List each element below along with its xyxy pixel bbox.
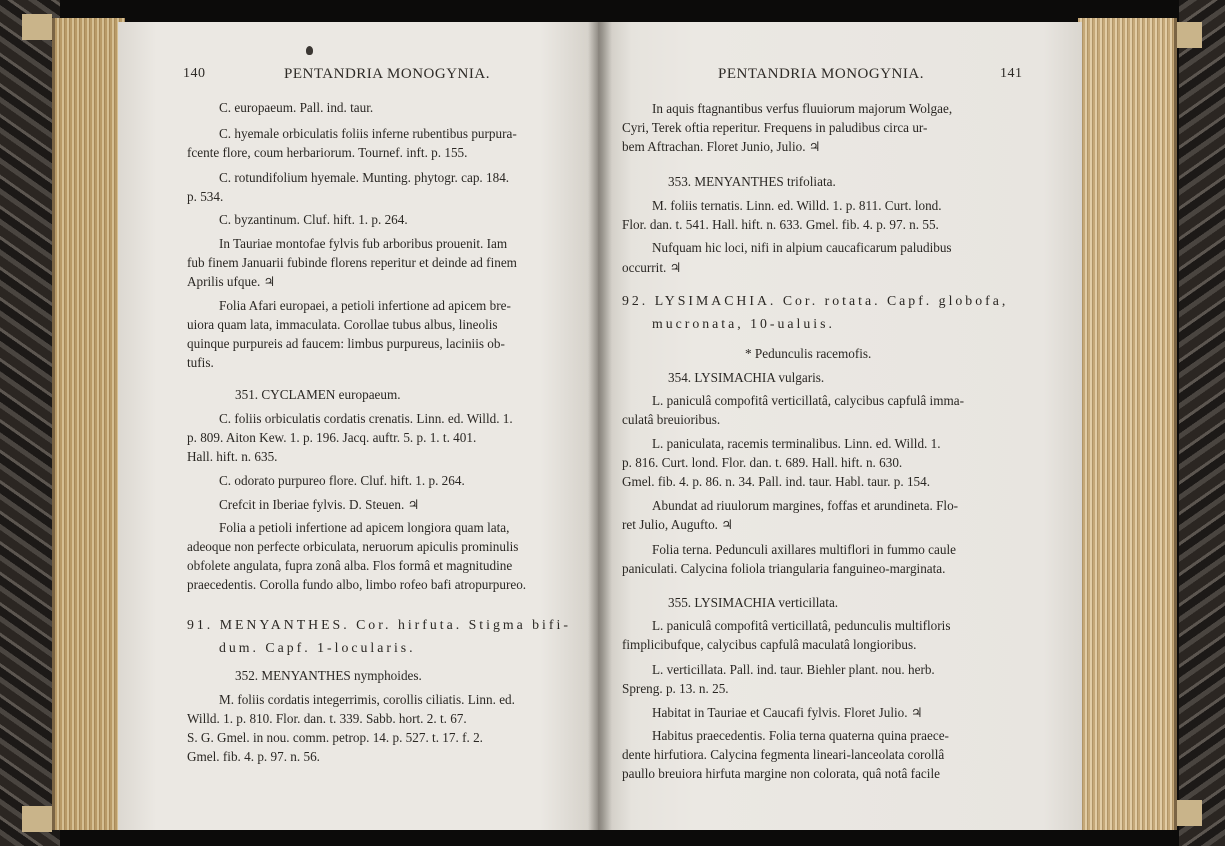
- text-line: Habitus praecedentis. Folia terna quaterna quina praece-: [652, 728, 949, 743]
- text-line: praecedentis. Corolla fundo albo, limbo rofeo bafi atropurpureo.: [187, 577, 527, 592]
- text-line: Gmel. fib. 4. p. 86. n. 34. Pall. ind. taur. Habl. taur. p. 154.: [622, 474, 931, 489]
- species-heading: 354. LYSIMACHIA vulgaris.: [668, 370, 825, 385]
- text-line: p. 816. Curt. lond. Flor. dan. t. 689. Hall. hift. n. 630.: [622, 455, 903, 470]
- text-line: C. foliis orbiculatis cordatis crenatis. Linn. ed. Willd. 1.: [219, 411, 513, 426]
- text-line: quinque purpureis ad faucem: limbus purpureus, laciniis ob-: [187, 336, 505, 351]
- text-line: Flor. dan. t. 541. Hall. hift. n. 633. Gmel. fib. 4. p. 97. n. 55.: [622, 217, 939, 232]
- text-line: fcente flore, coum herbariorum. Tournef. inft. p. 155.: [187, 145, 468, 160]
- text-line: ret Julio, Augufto. ♃: [622, 517, 734, 532]
- left-page-number: 140: [183, 66, 206, 81]
- species-heading: 355. LYSIMACHIA verticillata.: [668, 595, 839, 610]
- text-line: Gmel. fib. 4. p. 97. n. 56.: [187, 749, 320, 764]
- text-line: Abundat ad riuulorum margines, foffas et arundineta. Flo-: [652, 498, 959, 513]
- right-page-number: 141: [1000, 66, 1023, 81]
- text-line: In Tauriae montofae fylvis fub arboribus prouenit. Iam: [219, 236, 508, 251]
- text-line: p. 534.: [187, 189, 224, 204]
- text-line: L. paniculâ compofitâ verticillatâ, pedunculis multifloris: [652, 618, 951, 633]
- text-line: S. G. Gmel. in nou. comm. petrop. 14. p. 527. t. 17. f. 2.: [187, 730, 483, 745]
- text-line: dente hirfutiora. Calycina fegmenta lineari-lanceolata corollâ: [622, 747, 945, 762]
- page-edges-right: [1078, 18, 1177, 830]
- text-line: M. foliis ternatis. Linn. ed. Willd. 1. p. 811. Curt. lond.: [652, 198, 942, 213]
- text-line: C. rotundifolium hyemale. Munting. phytogr. cap. 184.: [219, 170, 510, 185]
- genus-heading-cont: mucronata, 10-ualuis.: [652, 316, 835, 331]
- marbled-board-left: [0, 0, 60, 846]
- text-line: In aquis ftagnantibus verfus fluuiorum majorum Wolgae,: [652, 101, 953, 116]
- right-running-head: PENTANDRIA MONOGYNIA.: [718, 66, 924, 82]
- ink-mark: [306, 46, 313, 55]
- text-line: C. hyemale orbiculatis foliis inferne rubentibus purpura-: [219, 126, 517, 141]
- text-line: fub finem Januarii fubinde florens reperitur et deinde ad finem: [187, 255, 517, 270]
- page-edges-left: [52, 18, 125, 830]
- corner-leather-top-left: [22, 14, 52, 40]
- subsection-heading: * Pedunculis racemofis.: [745, 346, 872, 361]
- genus-heading: 91. MENYANTHES. Cor. hirfuta. Stigma bifi-: [187, 617, 571, 632]
- text-line: fimplicibufque, calycibus capfulâ maculatâ longioribus.: [622, 637, 917, 652]
- text-line: Cyri, Terek oftia reperitur. Frequens in paludibus circa ur-: [622, 120, 928, 135]
- text-line: Hall. hift. n. 635.: [187, 449, 278, 464]
- species-heading: 353. MENYANTHES trifoliata.: [668, 174, 836, 189]
- marbled-board-right: [1179, 0, 1225, 846]
- text-line: Nufquam hic loci, nifi in alpium caucaficarum paludibus: [652, 240, 952, 255]
- text-line: p. 809. Aiton Kew. 1. p. 196. Jacq. auftr. 5. p. 1. t. 401.: [187, 430, 477, 445]
- genus-heading: 92. LYSIMACHIA. Cor. rotata. Capf. globofa,: [622, 293, 1009, 308]
- text-line: culatâ breuioribus.: [622, 412, 721, 427]
- text-line: uiora quam lata, immaculata. Corollae tubus albus, lineolis: [187, 317, 498, 332]
- text-line: tufis.: [187, 355, 214, 370]
- text-line: bem Aftrachan. Floret Junio, Julio. ♃: [622, 139, 821, 154]
- text-line: paullo breuiora hirfuta margine non colorata, quâ notâ facile: [622, 766, 940, 781]
- text-line: Willd. 1. p. 810. Flor. dan. t. 339. Sabb. hort. 2. t. 67.: [187, 711, 467, 726]
- text-line: C. byzantinum. Cluf. hift. 1. p. 264.: [219, 212, 408, 227]
- text-line: obfolete angulata, fupra zonâ alba. Flos formâ et magnitudine: [187, 558, 513, 573]
- text-line: L. verticillata. Pall. ind. taur. Biehler plant. nou. herb.: [652, 662, 935, 677]
- text-line: Folia a petioli infertione ad apicem longiora quam lata,: [219, 520, 510, 535]
- text-line: Crefcit in Iberiae fylvis. D. Steuen. ♃: [219, 497, 420, 512]
- text-line: adeoque non perfecte orbiculata, neruorum apiculis prominulis: [187, 539, 519, 554]
- text-line: Aprilis ufque. ♃: [187, 274, 276, 289]
- text-line: Folia Afari europaei, a petioli infertione ad apicem bre-: [219, 298, 511, 313]
- text-line: L. paniculata, racemis terminalibus. Linn. ed. Willd. 1.: [652, 436, 941, 451]
- text-line: L. paniculâ compofitâ verticillatâ, calycibus capfulâ imma-: [652, 393, 964, 408]
- text-line: C. europaeum. Pall. ind. taur.: [219, 100, 374, 115]
- text-line: Spreng. p. 13. n. 25.: [622, 681, 729, 696]
- corner-leather-bottom-left: [22, 806, 52, 832]
- text-line: C. odorato purpureo flore. Cluf. hift. 1. p. 264.: [219, 473, 465, 488]
- left-running-head: PENTANDRIA MONOGYNIA.: [284, 66, 490, 82]
- species-heading: 352. MENYANTHES nymphoides.: [235, 668, 422, 683]
- text-line: occurrit. ♃: [622, 260, 682, 275]
- genus-heading-cont: dum. Capf. 1-locularis.: [219, 640, 416, 655]
- text-line: Folia terna. Pedunculi axillares multiflori in fummo caule: [652, 542, 956, 557]
- text-line: Habitat in Tauriae et Caucafi fylvis. Floret Julio. ♃: [652, 705, 923, 720]
- text-line: paniculati. Calycina foliola triangularia fanguineo-marginata.: [622, 561, 946, 576]
- book-gutter: [588, 22, 612, 830]
- text-line: M. foliis cordatis integerrimis, corollis ciliatis. Linn. ed.: [219, 692, 515, 707]
- species-heading: 351. CYCLAMEN europaeum.: [235, 387, 401, 402]
